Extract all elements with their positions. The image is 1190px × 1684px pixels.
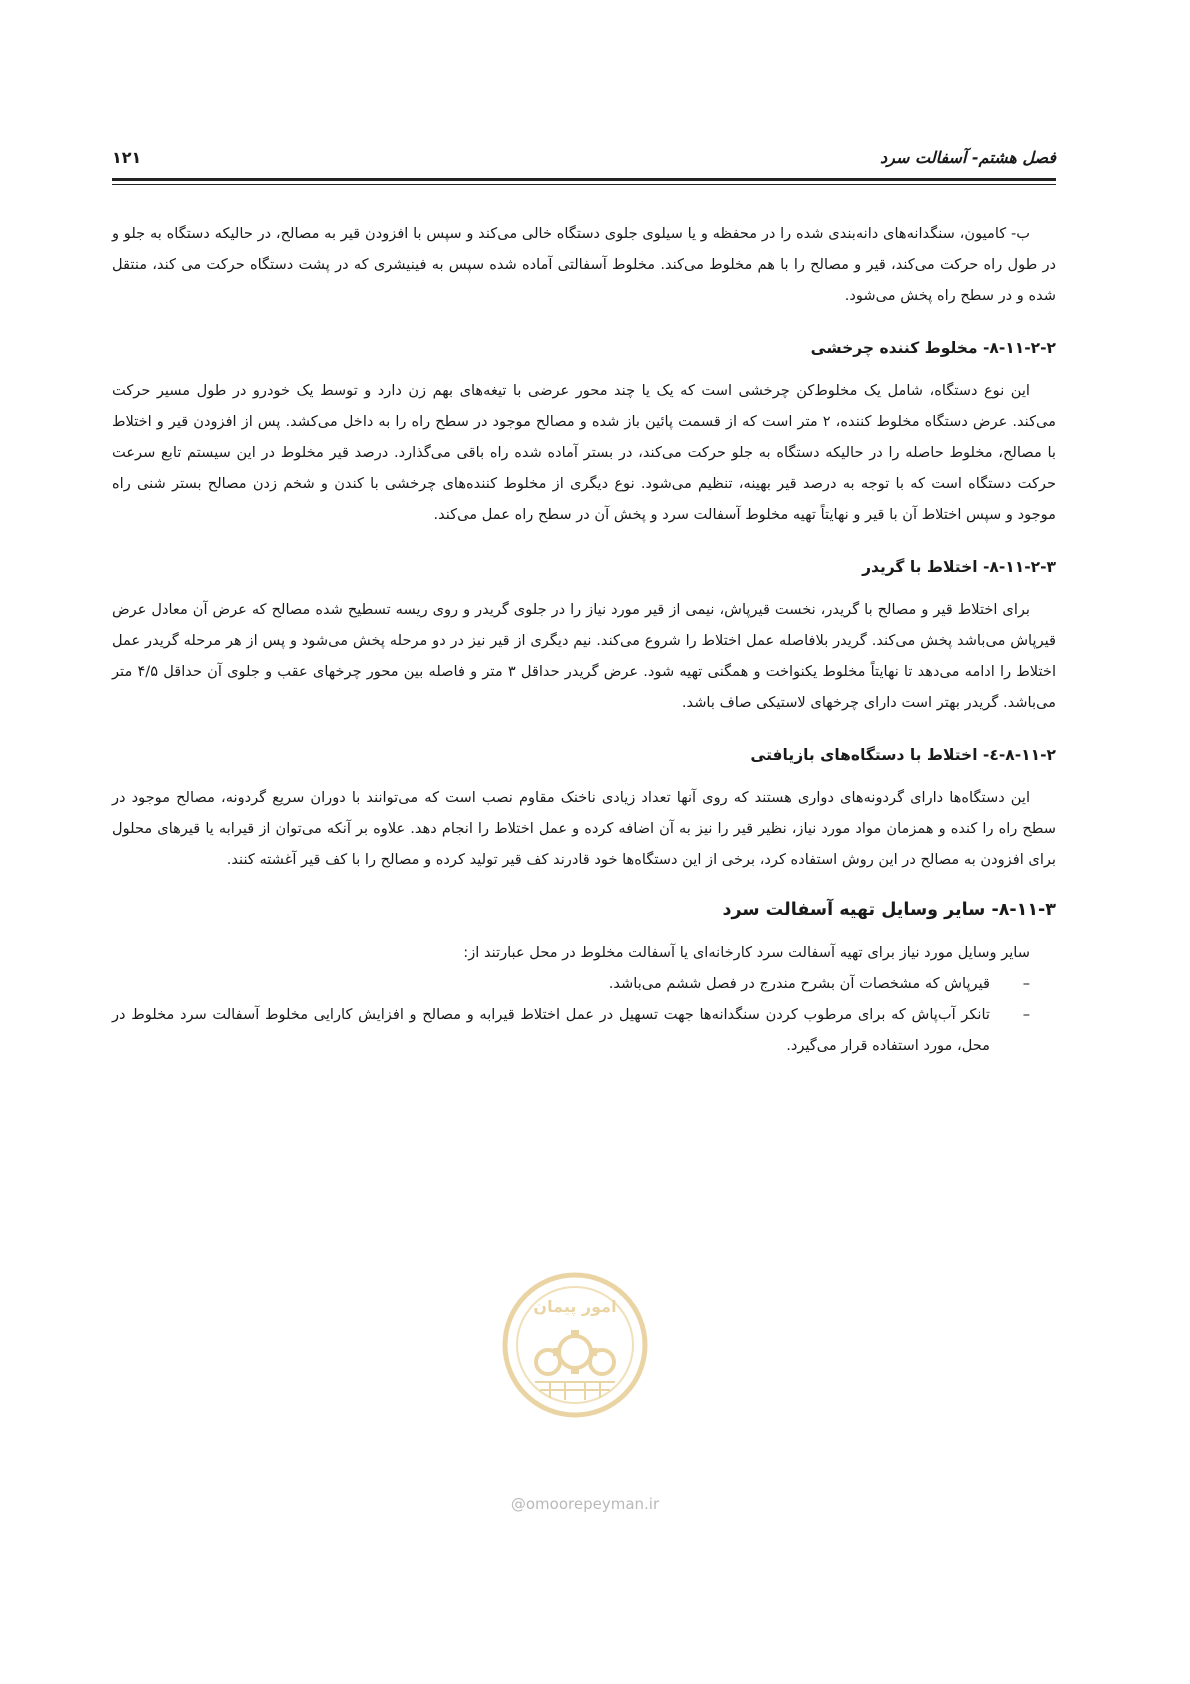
watermark-url-text: omoorepeyman.ir bbox=[525, 1495, 660, 1513]
section-heading-rotary-mixer: ۸-۱۱-۲-۲- مخلوط کننده چرخشی bbox=[810, 339, 1056, 357]
section-paragraph-grader-mixing: برای اختلاط قیر و مصالح با گریدر، نخست قیرپاش، نیمی از قیر مورد نیاز را در جلوی گریدر و روی ریسه تسطیح شده مصالح که عرض آن معادل عرض قیرپاش می‌باشد پخش می‌کند. گریدر بلافاصله عمل اختلاط را شروع می‌کند. نیم دیگری از قیر نیز در دو مرحله پخش می‌شود و پس از هر مرحله گریدر عمل اختلاط را ادامه می‌دهد تا نهایتاً مخلوط یکنواخت و همگنی تهیه شود. عرض گریدر حداقل ۳ متر و فاصله بین محور چرخهای عقب و جلوی آن حداقل ۴/۵ متر می‌باشد. گریدر بهتر است دارای چرخهای لاستیکی صاف باشد. bbox=[112, 601, 1056, 711]
section-heading-recycling-machines: ۸-۱۱-۲-٤- اختلاط با دستگاه‌های بازیافتی bbox=[750, 746, 1056, 764]
header-rule-thick bbox=[112, 178, 1056, 181]
section-paragraph-recycling-machines: این دستگاه‌ها دارای گردونه‌های دواری هستند که روی آنها تعداد زیادی ناخنک مقاوم نصب است که می‌توانند با دوران سریع گردونه، مصالح موجود در سطح راه را کنده و همزمان مواد مورد نیاز، نظیر قیر را نیز به آن اضافه کرده و عمل اختلاط را انجام دهد. علاوه بر آنکه می‌توان از قیرابه یا قیرهای محلول برای افزودن به مصالح در این روش استفاده کرد، برخی از این دستگاه‌ها خود قادرند کف قیر تولید کرده و مصالح را با کف قیر آغشته کنند. bbox=[112, 789, 1056, 868]
watermark-logo-text: امور پیمان bbox=[533, 1297, 617, 1316]
section-heading-other-equipment: ۸-۱۱-۳- سایر وسایل تهیه آسفالت سرد bbox=[722, 900, 1056, 920]
engineering-seal-icon bbox=[500, 1270, 650, 1420]
watermark-url bbox=[500, 1495, 670, 1513]
section-intro-other-equipment: سایر وسایل مورد نیاز برای تهیه آسفالت سرد کارخانه‌ای یا آسفالت مخلوط در محل عبارتند از: bbox=[463, 944, 1030, 961]
at-sign-icon: @ bbox=[510, 1495, 526, 1513]
page-header bbox=[112, 148, 1056, 180]
bullet-marker: – bbox=[1022, 1006, 1030, 1023]
document-page bbox=[112, 0, 1056, 1684]
list-item-text: تانکر آب‌پاش که برای مرطوب کردن سنگدانه‌ها جهت تسهیل در عمل اختلاط قیرابه و مصالح و افزایش کارایی مخلوط آسفالت سرد مخلوط در محل، مورد استفاده قرار می‌گیرد. bbox=[112, 1006, 990, 1054]
page-number: ۱۲۱ bbox=[112, 148, 142, 167]
list-item bbox=[112, 999, 1056, 1061]
list-item-text: قیرپاش که مشخصات آن بشرح مندرج در فصل ششم می‌باشد. bbox=[608, 975, 990, 992]
page-content bbox=[112, 218, 1056, 1061]
list-item bbox=[112, 968, 1056, 999]
bullet-marker: – bbox=[1022, 975, 1030, 992]
section-paragraph-rotary-mixer: این نوع دستگاه، شامل یک مخلوط‌کن چرخشی است که یک یا چند محور عرضی با تیغه‌های بهم زن دارد و توسط یک خودرو در طول مسیر حرکت می‌کند. عرض دستگاه مخلوط کننده، ۲ متر است که از قسمت پائین باز شده و مصالح موجود در سطح راه را به داخل می‌کشد. پس از افزودن قیر و اختلاط با مصالح، مخلوط حاصله را در حالیکه دستگاه به جلو حرکت می‌کند، در بستر آماده شده راه باقی می‌گذارد. درصد قیر مخلوط در این سیستم تابع سرعت حرکت دستگاه است که با توجه به درصد قیر بهینه، تنظیم می‌شود. نوع دیگری از مخلوط کننده‌های چرخشی با کندن و شخم زدن مصالح بستر شنی راه موجود و سپس اختلاط آن با قیر و نهایتاً تهیه مخلوط آسفالت سرد و پخش آن در سطح راه عمل می‌کند. bbox=[112, 382, 1056, 523]
chapter-title: فصل هشتم- آسفالت سرد bbox=[880, 148, 1056, 167]
header-rule-thin bbox=[112, 184, 1056, 185]
section-heading-grader-mixing: ۸-۱۱-۲-۳- اختلاط با گریدر bbox=[862, 558, 1056, 576]
intro-paragraph: ب- کامیون، سنگدانه‌های دانه‌بندی شده را در محفظه و یا سیلوی جلوی دستگاه خالی می‌کند و سپس با افزودن قیر به مصالح، در حالیکه دستگاه به جلو و در طول راه حرکت می‌کند، قیر و مصالح را با هم مخلوط می‌کند. مخلوط آسفالتی آماده شده سپس به فینیشری که در پشت دستگاه حرکت می کند، منتقل شده و در سطح راه پخش می‌شود. bbox=[112, 225, 1056, 304]
